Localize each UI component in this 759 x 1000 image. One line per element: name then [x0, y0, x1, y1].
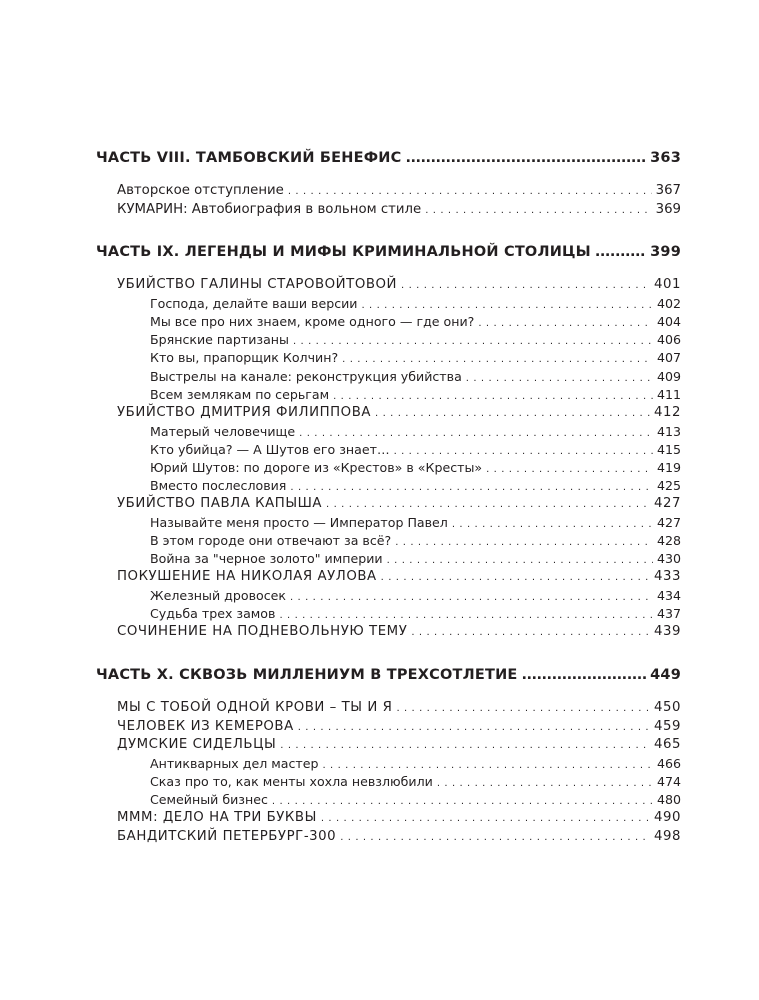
dot-leader — [396, 700, 650, 719]
toc-entry — [96, 201, 681, 220]
dot-leader — [333, 388, 653, 406]
toc-entry — [96, 828, 681, 847]
toc-subentry — [96, 514, 681, 532]
toc-part-heading — [96, 664, 681, 686]
dot-leader — [326, 496, 650, 515]
entry-title: МЫ С ТОБОЙ ОДНОЙ КРОВИ – ТЫ И Я — [117, 699, 393, 715]
entry-title: Вместо послесловия — [150, 478, 287, 494]
dot-leader — [298, 719, 650, 738]
toc-entry — [96, 182, 681, 201]
dot-leader — [340, 829, 650, 848]
page-number: 498 — [653, 828, 681, 844]
dot-leader — [288, 183, 652, 202]
toc-subentry — [96, 587, 681, 605]
part-title: ЧАСТЬ VIII. ТАМБОВСКИЙ БЕНЕФИС — [96, 150, 402, 166]
page-number: 409 — [656, 368, 681, 384]
entry-title: Семейный бизнес — [150, 792, 268, 808]
toc-entry — [96, 699, 681, 718]
dot-leader — [290, 589, 653, 607]
page-number: 425 — [656, 478, 681, 494]
dot-leader — [375, 405, 650, 424]
dot-leader — [280, 737, 650, 756]
toc-subentry — [96, 605, 681, 623]
dot-leader — [486, 461, 653, 479]
page-number: 406 — [656, 332, 681, 348]
part-title: ЧАСТЬ X. СКВОЗЬ МИЛЛЕНИУМ В ТРЕХСОТЛЕТИЕ — [96, 666, 518, 683]
entry-title: Матерый человечище — [150, 423, 296, 439]
toc-entry — [96, 404, 681, 423]
page-number: 427 — [653, 496, 681, 512]
page-number: 449 — [650, 666, 681, 683]
page-number: 369 — [655, 201, 681, 217]
page-number: 439 — [653, 624, 681, 640]
page-number: 437 — [656, 606, 681, 622]
entry-title: БАНДИТСКИЙ ПЕТЕРБУРГ-300 — [117, 828, 337, 844]
toc-subentry — [96, 386, 681, 404]
entry-title: Война за "черное золото" империи — [150, 551, 383, 567]
toc-subentry — [96, 755, 681, 773]
toc-subentry — [96, 459, 681, 477]
dot-leader — [290, 479, 653, 497]
toc-subentry — [96, 368, 681, 386]
toc-subentry — [96, 313, 681, 331]
page-number: 367 — [655, 183, 681, 198]
page-number: 480 — [656, 792, 681, 808]
entry-title: СОЧИНЕНИЕ НА ПОДНЕВОЛЬНУЮ ТЕМУ — [117, 624, 408, 640]
page-number: 413 — [656, 423, 681, 439]
dot-leader — [405, 147, 646, 169]
dot-leader — [401, 277, 650, 296]
entry-title: ЧЕЛОВЕК ИЗ КЕМЕРОВА — [117, 718, 294, 734]
dot-leader — [387, 552, 653, 570]
page-number: 411 — [656, 386, 681, 402]
entry-title: Юрий Шутов: по дороге из «Крестов» в «Кресты» — [150, 459, 483, 475]
toc-entry — [96, 276, 681, 295]
entry-title: Господа, делайте ваши версии — [150, 295, 358, 311]
toc-entry — [96, 736, 681, 755]
entry-title: УБИЙСТВО ПАВЛА КАПЫША — [117, 496, 323, 512]
entry-title: Судьба трех замов — [150, 606, 276, 622]
entry-title: Мы все про них знаем, кроме одного — где они? — [150, 313, 475, 329]
dot-leader — [411, 624, 650, 643]
dot-leader — [437, 775, 653, 793]
dot-leader — [272, 793, 653, 811]
dot-leader — [452, 516, 653, 534]
page-number: 401 — [653, 277, 681, 293]
dot-leader — [466, 370, 653, 388]
page-number: 466 — [656, 755, 681, 771]
toc-subentry — [96, 331, 681, 349]
toc-subentry — [96, 773, 681, 791]
entry-title: УБИЙСТВО ДМИТРИЯ ФИЛИППОВА — [117, 404, 372, 420]
entry-title: ПОКУШЕНИЕ НА НИКОЛАЯ АУЛОВА — [117, 569, 377, 585]
entry-title: Сказ про то, как менты хохла невзлюбили — [150, 773, 433, 789]
page-number: 474 — [656, 773, 681, 789]
toc-subentry — [96, 477, 681, 495]
toc-subentry — [96, 441, 681, 459]
toc-part-heading — [96, 241, 681, 263]
page-number: 412 — [653, 404, 681, 420]
entry-title: Всем землякам по серьгам — [150, 386, 330, 402]
dot-leader — [425, 202, 651, 221]
toc-subentry — [96, 349, 681, 367]
toc-part-heading — [96, 147, 681, 169]
page-number: 459 — [653, 718, 681, 734]
toc-entry — [96, 809, 681, 828]
dot-leader — [381, 569, 650, 588]
page-number: 490 — [653, 810, 681, 826]
page-number: 427 — [656, 514, 681, 530]
toc-subentry — [96, 791, 681, 809]
toc-entry — [96, 568, 681, 587]
page-number: 450 — [653, 699, 681, 715]
table-of-contents — [96, 147, 681, 847]
dot-leader — [293, 333, 653, 351]
entry-title: МММ: ДЕЛО НА ТРИ БУКВЫ — [117, 810, 317, 826]
entry-title: В этом городе они отвечают за всё? — [150, 533, 392, 549]
entry-title: КУМАРИН: Автобиография в вольном стиле — [117, 201, 422, 217]
entry-title: ДУМСКИЕ СИДЕЛЬЦЫ — [117, 737, 277, 753]
page-number: 419 — [656, 459, 681, 475]
toc-entry — [96, 623, 681, 642]
page-number: 415 — [656, 441, 681, 457]
page-number: 465 — [653, 737, 681, 753]
toc-subentry — [96, 550, 681, 568]
entry-title: УБИЙСТВО ГАЛИНЫ СТАРОВОЙТОВОЙ — [117, 277, 398, 293]
entry-title: Антикварных дел мастер — [150, 755, 319, 771]
dot-leader — [595, 241, 646, 263]
dot-leader — [395, 534, 653, 552]
page-number: 399 — [650, 244, 681, 261]
entry-title: Авторское отступление — [117, 183, 284, 198]
entry-title: Железный дровосек — [150, 588, 286, 603]
entry-title: Кто убийца? — А Шутов его знает… — [150, 441, 390, 457]
toc-subentry — [96, 295, 681, 313]
page-number: 430 — [656, 551, 681, 567]
toc-subentry — [96, 423, 681, 441]
part-title: ЧАСТЬ IX. ЛЕГЕНДЫ И МИФЫ КРИМИНАЛЬНОЙ СТОЛИЦЫ — [96, 244, 591, 261]
dot-leader — [522, 664, 647, 686]
toc-entry — [96, 495, 681, 514]
toc-subentry — [96, 532, 681, 550]
page-number: 404 — [656, 313, 681, 329]
toc-entry — [96, 718, 681, 737]
dot-leader — [478, 315, 653, 333]
entry-title: Выстрелы на канале: реконструкция убийства — [150, 368, 462, 384]
page-number: 433 — [653, 569, 681, 585]
page-number: 402 — [656, 295, 681, 311]
entry-title: Брянские партизаны — [150, 332, 289, 348]
page-number: 407 — [656, 350, 681, 366]
entry-title: Называйте меня просто — Император Павел — [150, 514, 448, 530]
page-number: 434 — [656, 588, 681, 603]
entry-title: Кто вы, прапорщик Колчин? — [150, 350, 339, 366]
dot-leader — [321, 810, 650, 829]
page-number: 428 — [656, 533, 681, 549]
page-number: 363 — [650, 150, 681, 166]
